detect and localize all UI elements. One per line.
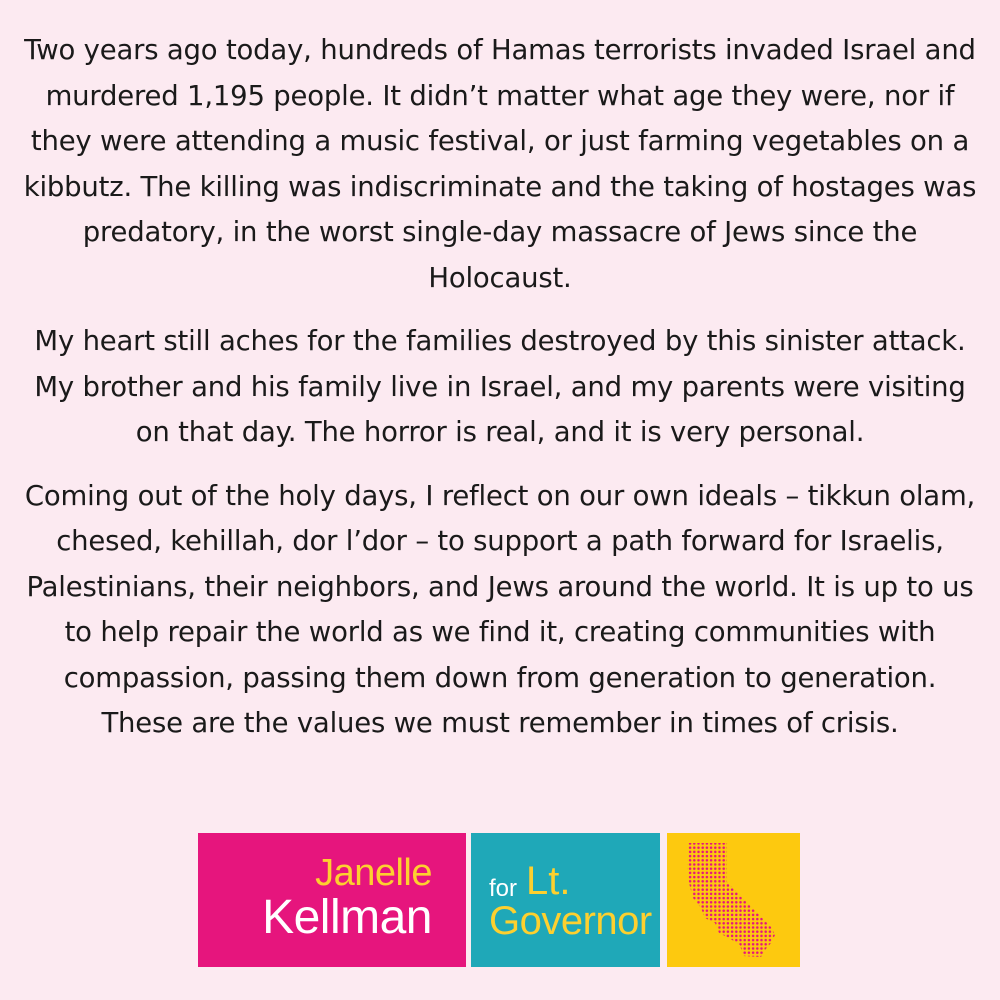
office-title-abbrev: Lt. [526,859,571,903]
candidate-last-name: Kellman [262,891,432,944]
office-for-word: for [489,875,518,902]
logo-map-panel [667,833,800,967]
campaign-logo [198,833,802,967]
california-shape [687,843,775,957]
candidate-first-name: Janelle [315,852,432,894]
logo-office-panel [471,833,660,967]
paragraph-personal: My heart still aches for the families destroyed by this sinister attack. My brother and his family live in Israel, and my parents were visiting on that day. The horror is real, and it is very personal. [34,325,966,448]
california-dotted-map-icon [667,833,800,967]
paragraph-attack: Two years ago today, hundreds of Hamas terrorists invaded Israel and murdered 1,195 people. It didn’t matter what age they were, nor if they were attending a music festival, or just farming vegetables on a kibbutz. The killing was indiscriminate and the taking of hostages was predatory, in the worst single-day massacre of Jews since the Holocaust. [23,34,977,294]
statement-text [20,28,980,765]
office-title-name: Governor [489,899,652,943]
logo-name-panel [198,833,466,967]
paragraph-values: Coming out of the holy days, I reflect on our own ideals – tikkun olam, chesed, kehillah, dor l’dor – to support a path forward for Israelis, Palestinians, their neighbors, and Jews around the world. It is up to us to help repair the world as we find it, creating communities with compassion, passing them down from generation to generation. These are the values we must remember in times of crisis. [24,479,976,739]
